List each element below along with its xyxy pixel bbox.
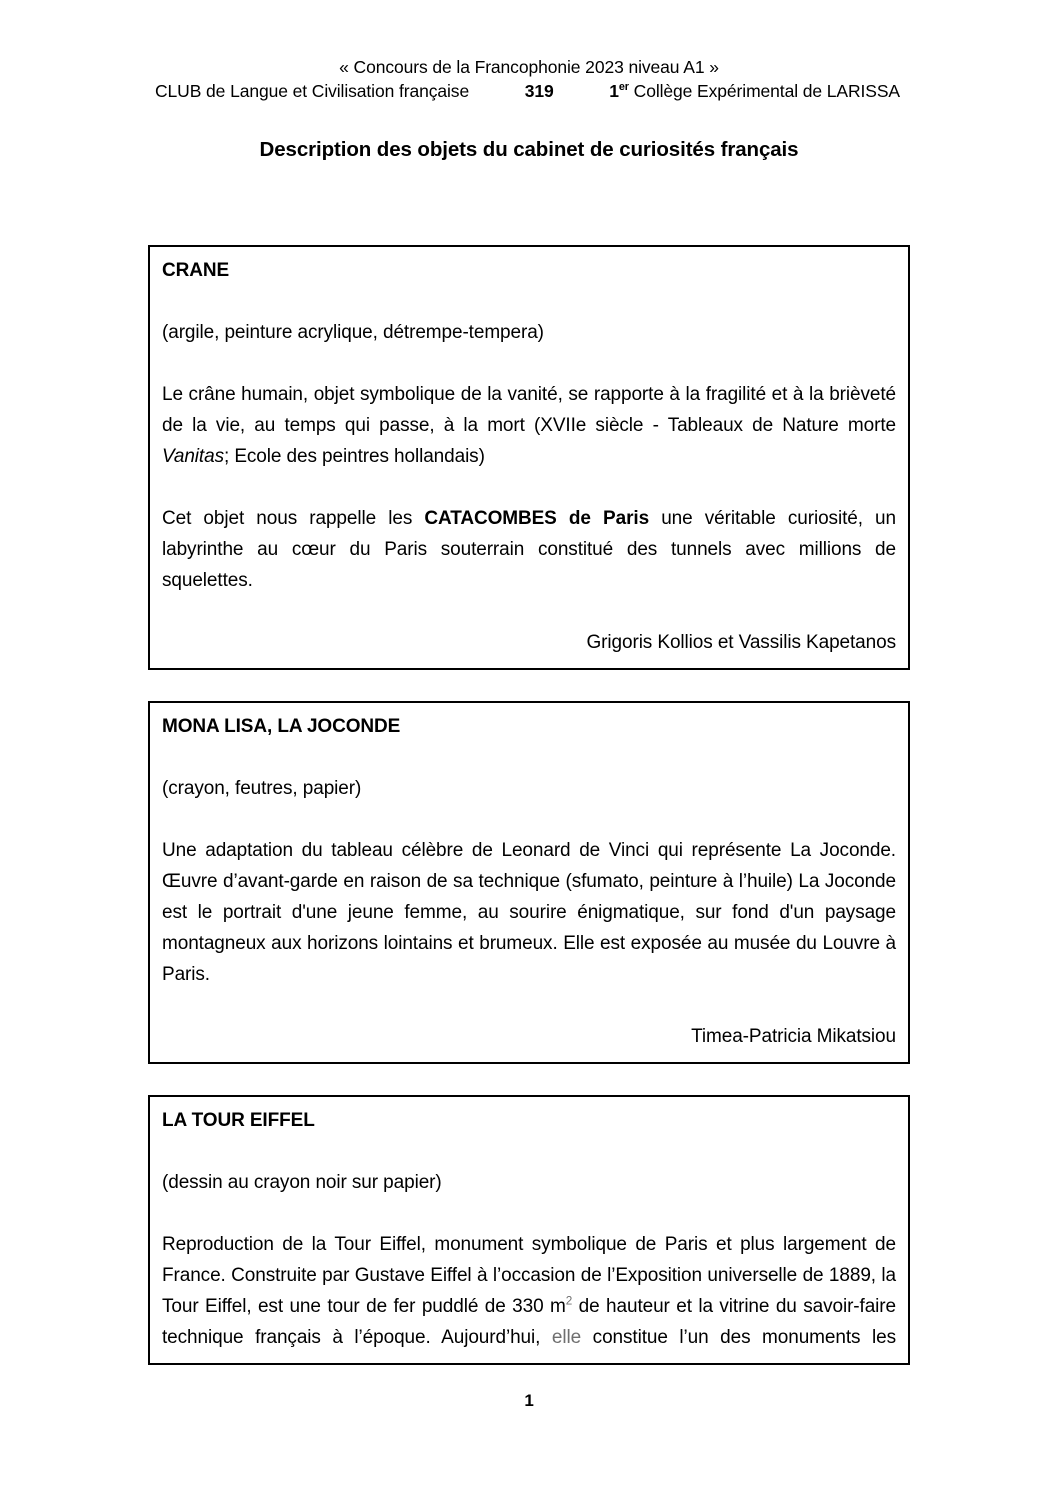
section-crane-paragraph-2: Cet objet nous rappelle les CATACOMBES de Paris une véritable curiosité, un labyrinthe au cœur du Paris souterrain constitué des tunnels avec millions de squelettes. [162,508,896,591]
section-crane-paragraph-1: Le crâne humain, objet symbolique de la vanité, se rapporte à la fragilité et à la brièveté de la vie, au temps qui passe, à la mort (XVIIe siècle - Tableaux de Nature morte Vanitas; Ecole des peintres hollandais) [162,384,896,467]
header-school-name: 1er Collège Expérimental de LARISSA [609,81,900,101]
section-crane [148,245,910,670]
section-crane-authors: Grigoris Kollios et Vassilis Kapetanos [586,632,896,653]
header-competition-title: « Concours de la Francophonie 2023 niveau A1 » [339,57,719,77]
section-tour-eiffel [148,1095,910,1365]
section-tour-eiffel-materials: (dessin au crayon noir sur papier) [162,1172,442,1193]
header-club-name: CLUB de Langue et Civilisation française [155,81,470,101]
page-number: 1 [524,1391,534,1410]
header-school-line [155,80,900,103]
section-crane-materials: (argile, peinture acrylique, détrempe-tempera) [162,322,544,343]
page-title: Description des objets du cabinet de curiosités français [259,138,799,161]
section-tour-eiffel-heading: LA TOUR EIFFEL [162,1110,315,1131]
header-school-number: 319 [524,81,554,101]
section-tour-eiffel-paragraph-1: Reproduction de la Tour Eiffel, monument symbolique de Paris et plus largement de France. Construite par Gustave Eiffel à l’occasion de l’Exposition universelle de 1889, la Tour Eiffel, est une tour de fer puddlé de 330 $m^2$ de hauteur et la vitrine du savoir-faire technique français à l’époque. Aujourd’hui, elle constitue l’un des monuments les [162,1234,896,1348]
section-mona-lisa-author: Timea-Patricia Mikatsiou [691,1026,896,1047]
section-mona-lisa-paragraph-1: Une adaptation du tableau célèbre de Leonard de Vinci qui représente La Joconde. Œuvre d’avant-garde en raison de sa technique (sfumato, peinture à l’huile) La Joconde est le portrait d'une jeune femme, au sourire énigmatique, sur fond d'un paysage montagneux aux horizons lointains et brumeux. Elle est exposée au musée du Louvre à Paris. [162,840,896,985]
section-mona-lisa-heading: MONA LISA, LA JOCONDE [162,716,401,737]
section-mona-lisa-materials: (crayon, feutres, papier) [162,778,362,799]
section-crane-heading: CRANE [162,260,230,281]
section-mona-lisa [148,701,910,1064]
